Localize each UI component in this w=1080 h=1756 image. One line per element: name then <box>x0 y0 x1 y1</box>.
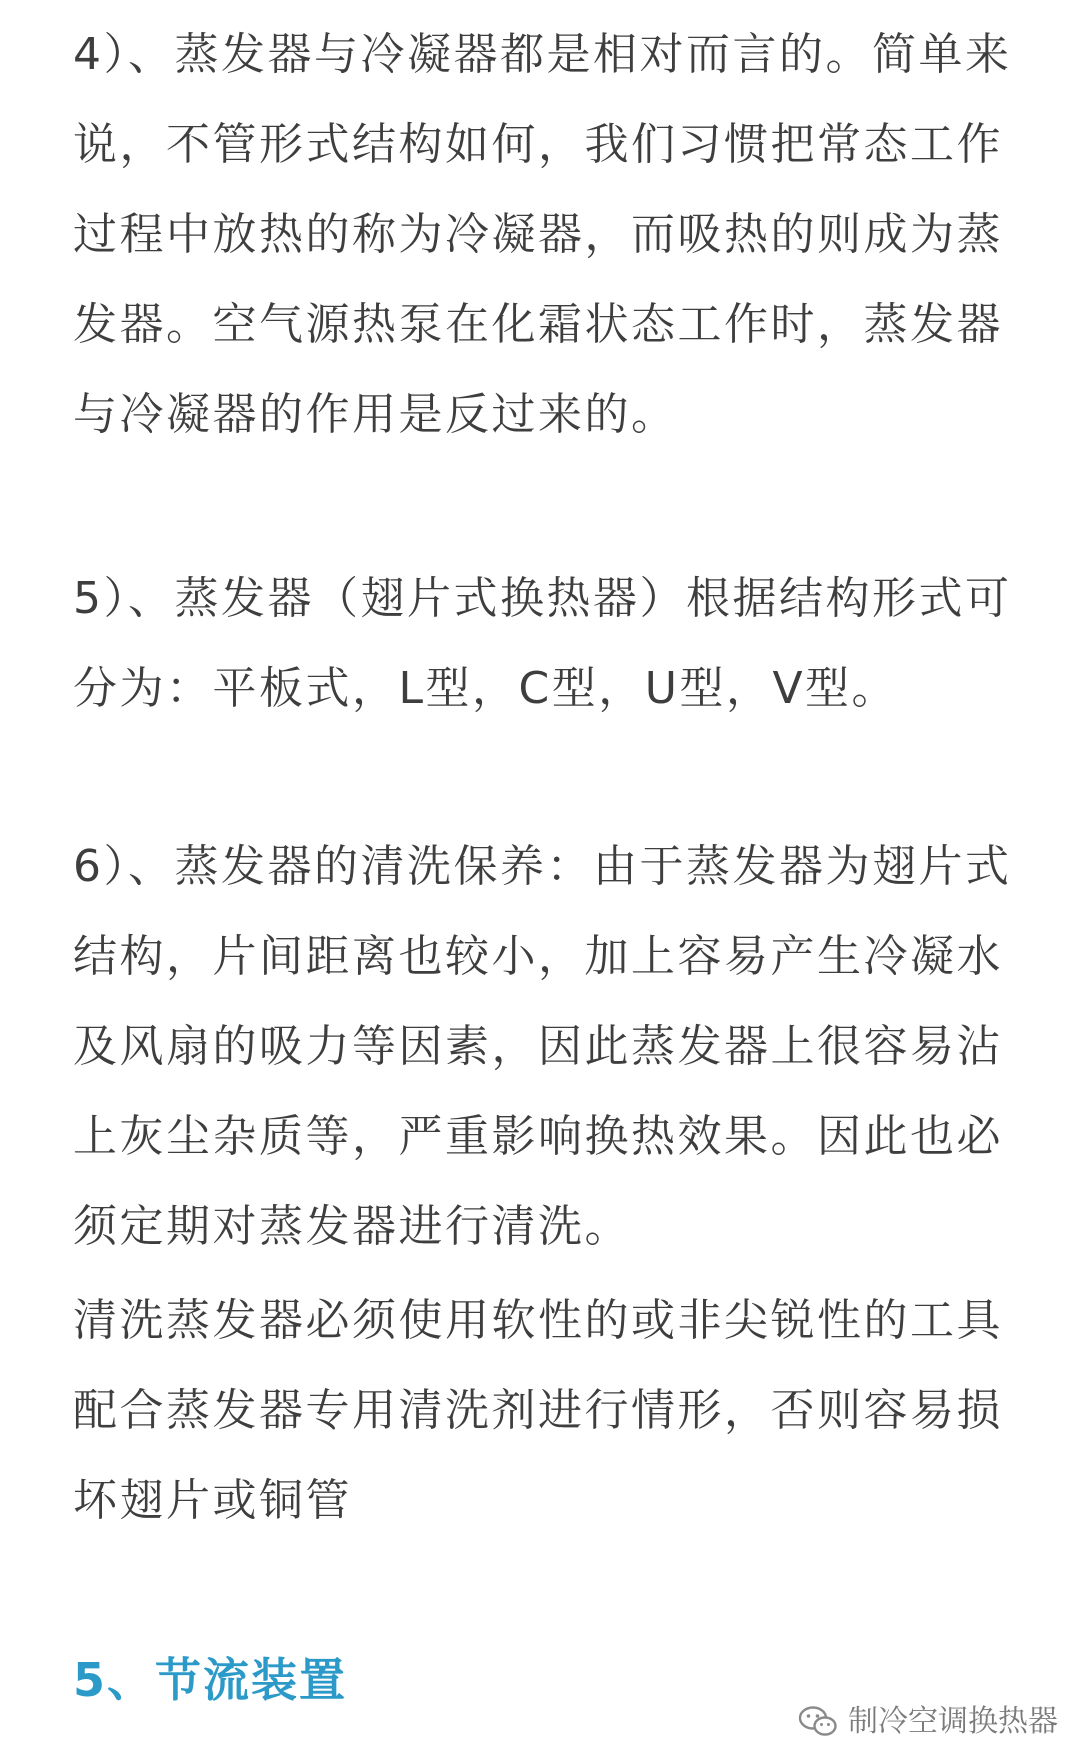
paragraph-evaporator-condenser: 4）、蒸发器与冷凝器都是相对而言的。简单来说，不管形式结构如何，我们习惯把常态工作过程中放热的称为冷凝器，而吸热的则成为蒸发器。空气源热泵在化霜状态工作时，蒸发器与冷凝器的作用是反过来的。 <box>73 29 1012 440</box>
account-watermark <box>798 1702 1058 1742</box>
section-heading: 5、节流装置 <box>73 1653 348 1707</box>
paragraph-cleaning-tools: 清洗蒸发器必须使用软性的或非尖锐性的工具配合蒸发器专用清洗剂进行情形，否则容易损坏翅片或铜管 <box>73 1295 1003 1526</box>
watermark-text: 制冷空调换热器 <box>848 1704 1058 1739</box>
wechat-icon <box>798 1705 838 1739</box>
paragraph-evaporator-types: 5）、蒸发器（翅片式换热器）根据结构形式可分为：平板式，L型，C型，U型，V型。 <box>73 573 1012 714</box>
paragraph-evaporator-cleaning: 6）、蒸发器的清洗保养：由于蒸发器为翅片式结构，片间距离也较小，加上容易产生冷凝水及风扇的吸力等因素，因此蒸发器上很容易沾上灰尘杂质等，严重影响换热效果。因此也必须定期对蒸发器进行清洗。 <box>73 841 1012 1252</box>
